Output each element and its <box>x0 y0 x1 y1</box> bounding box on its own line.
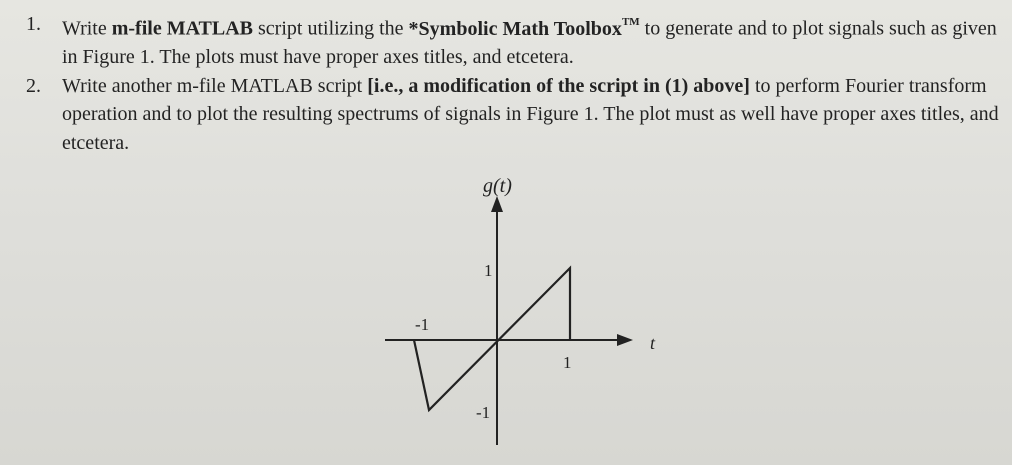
tick-label-x-pos: 1 <box>563 353 572 372</box>
question-text: Write another m-file MATLAB script [i.e., a modification of the script in (1) above] to perform Fourier transform operation and to plot the resulting spectrums of signals in Figure 1. The plot must as well have proper axes titles, and etcetera. <box>62 74 999 154</box>
y-axis-label: g(t) <box>483 175 512 197</box>
y-axis-arrowhead <box>491 196 503 212</box>
x-axis <box>385 334 633 346</box>
x-axis-arrowhead <box>617 334 633 346</box>
x-axis-label: t <box>650 333 656 353</box>
y-axis <box>491 196 503 445</box>
tick-label-y-pos: 1 <box>484 261 493 280</box>
tick-label-x-neg: -1 <box>415 315 430 334</box>
question-number: 1. <box>26 13 41 35</box>
question-text: Write m-file MATLAB script utilizing the *Symbolic Math Toolbox™ to generate and to plot signals such as given in Figure 1. The plots must have proper axes titles, and etcetera. <box>62 16 997 69</box>
question-number: 2. <box>26 74 41 97</box>
tick-label-y-neg: -1 <box>476 403 491 422</box>
